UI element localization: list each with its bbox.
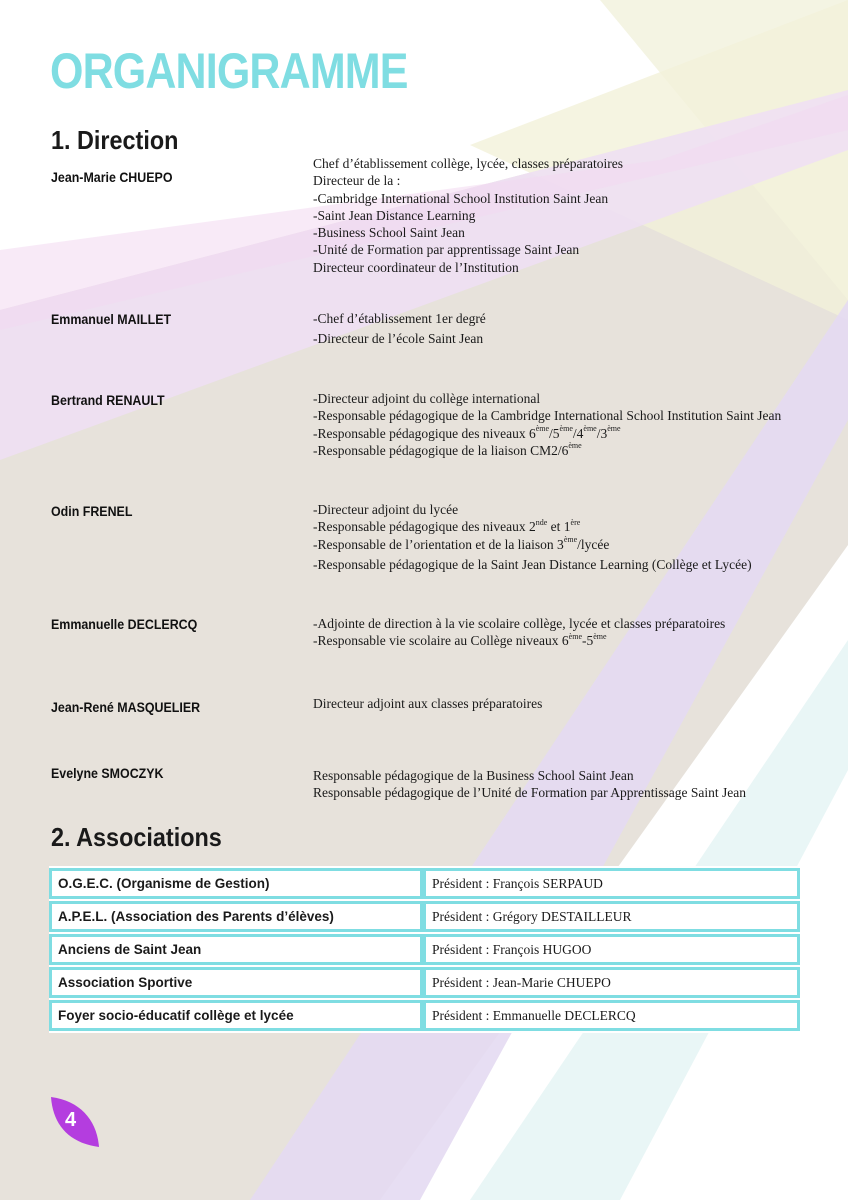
association-president: Président : François HUGOO: [423, 934, 800, 965]
page-number: 4: [65, 1109, 77, 1131]
member-name: Emmanuel MAILLET: [51, 312, 172, 327]
association-name: O.G.E.C. (Organisme de Gestion): [49, 868, 423, 899]
page-title: ORGANIGRAMME: [50, 43, 408, 99]
role-line: -Adjointe de direction à la vie scolaire collège, lycée et classes préparatoires: [313, 616, 726, 631]
direction-heading: 1. Direction: [51, 125, 179, 155]
role-line: -Responsable pédagogique de la Cambridge International School Institution Saint Jean: [313, 408, 782, 424]
association-name: A.P.E.L. (Association des Parents d’élèves): [49, 901, 423, 932]
table-row: [49, 934, 800, 965]
role-line: -Chef d’établissement 1er degré: [313, 311, 486, 326]
association-president: Président : Emmanuelle DECLERCQ: [423, 1000, 800, 1031]
role-line: Chef d’établissement collège, lycée, classes préparatoires: [313, 156, 623, 171]
member-roles: [313, 155, 793, 276]
member-name: Emmanuelle DECLERCQ: [51, 617, 198, 632]
association-president: Président : Jean-Marie CHUEPO: [423, 967, 800, 998]
member-name: Jean-Marie CHUEPO: [51, 170, 173, 185]
role-line: Responsable pédagogique de la Business School Saint Jean: [313, 768, 634, 783]
role-line: -Responsable pédagogique des niveaux 2nde et 1ère: [313, 517, 581, 535]
page-number-badge: [51, 1097, 99, 1147]
role-line: -Responsable vie scolaire au Collège niveaux 6ème-5ème: [313, 631, 607, 649]
associations-table: [49, 866, 800, 1033]
role-line: Directeur coordinateur de l’Institution: [313, 259, 519, 275]
associations-heading: 2. Associations: [51, 822, 222, 852]
association-president: Président : François SERPAUD: [423, 868, 800, 899]
association-name: Anciens de Saint Jean: [49, 934, 423, 965]
association-name: Association Sportive: [49, 967, 423, 998]
role-line: -Directeur adjoint du collège international: [313, 391, 541, 406]
member-name: Jean-René MASQUELIER: [51, 700, 201, 715]
member-roles: [313, 695, 793, 712]
member-roles: [313, 767, 793, 802]
role-line: -Directeur de l’école Saint Jean: [313, 331, 484, 347]
association-name: Foyer socio-éducatif collège et lycée: [49, 1000, 423, 1031]
member-roles: [313, 501, 793, 573]
role-line: Directeur adjoint aux classes préparatoires: [313, 696, 543, 711]
role-line: -Responsable pédagogique des niveaux 6ème/5ème/4ème/3ème: [313, 424, 621, 441]
role-line: -Responsable pédagogique de la Saint Jean Distance Learning (Collège et Lycée): [313, 556, 752, 572]
member-roles: [313, 390, 793, 459]
table-row: [49, 967, 800, 998]
table-row: [49, 901, 800, 932]
role-line: -Saint Jean Distance Learning: [313, 207, 476, 223]
association-president: Président : Grégory DESTAILLEUR: [423, 901, 800, 932]
role-line: -Responsable pédagogique de la liaison CM2/6ème: [313, 441, 582, 458]
table-row: [49, 868, 800, 899]
member-name: Odin FRENEL: [51, 504, 133, 519]
member-name: Bertrand RENAULT: [51, 393, 165, 408]
table-row: [49, 1000, 800, 1031]
role-line: -Cambridge International School Institution Saint Jean: [313, 190, 609, 206]
member-roles: [313, 310, 793, 348]
member-name: Evelyne SMOCZYK: [51, 766, 164, 781]
role-line: -Business School Saint Jean: [313, 225, 465, 241]
member-roles: [313, 615, 793, 650]
role-line: Directeur de la :: [313, 173, 401, 189]
role-line: Responsable pédagogique de l’Unité de Formation par Apprentissage Saint Jean: [313, 785, 747, 801]
role-line: -Responsable de l’orientation et de la liaison 3ème/lycée: [313, 535, 610, 552]
role-line: -Directeur adjoint du lycée: [313, 502, 459, 517]
role-line: -Unité de Formation par apprentissage Saint Jean: [313, 242, 580, 258]
